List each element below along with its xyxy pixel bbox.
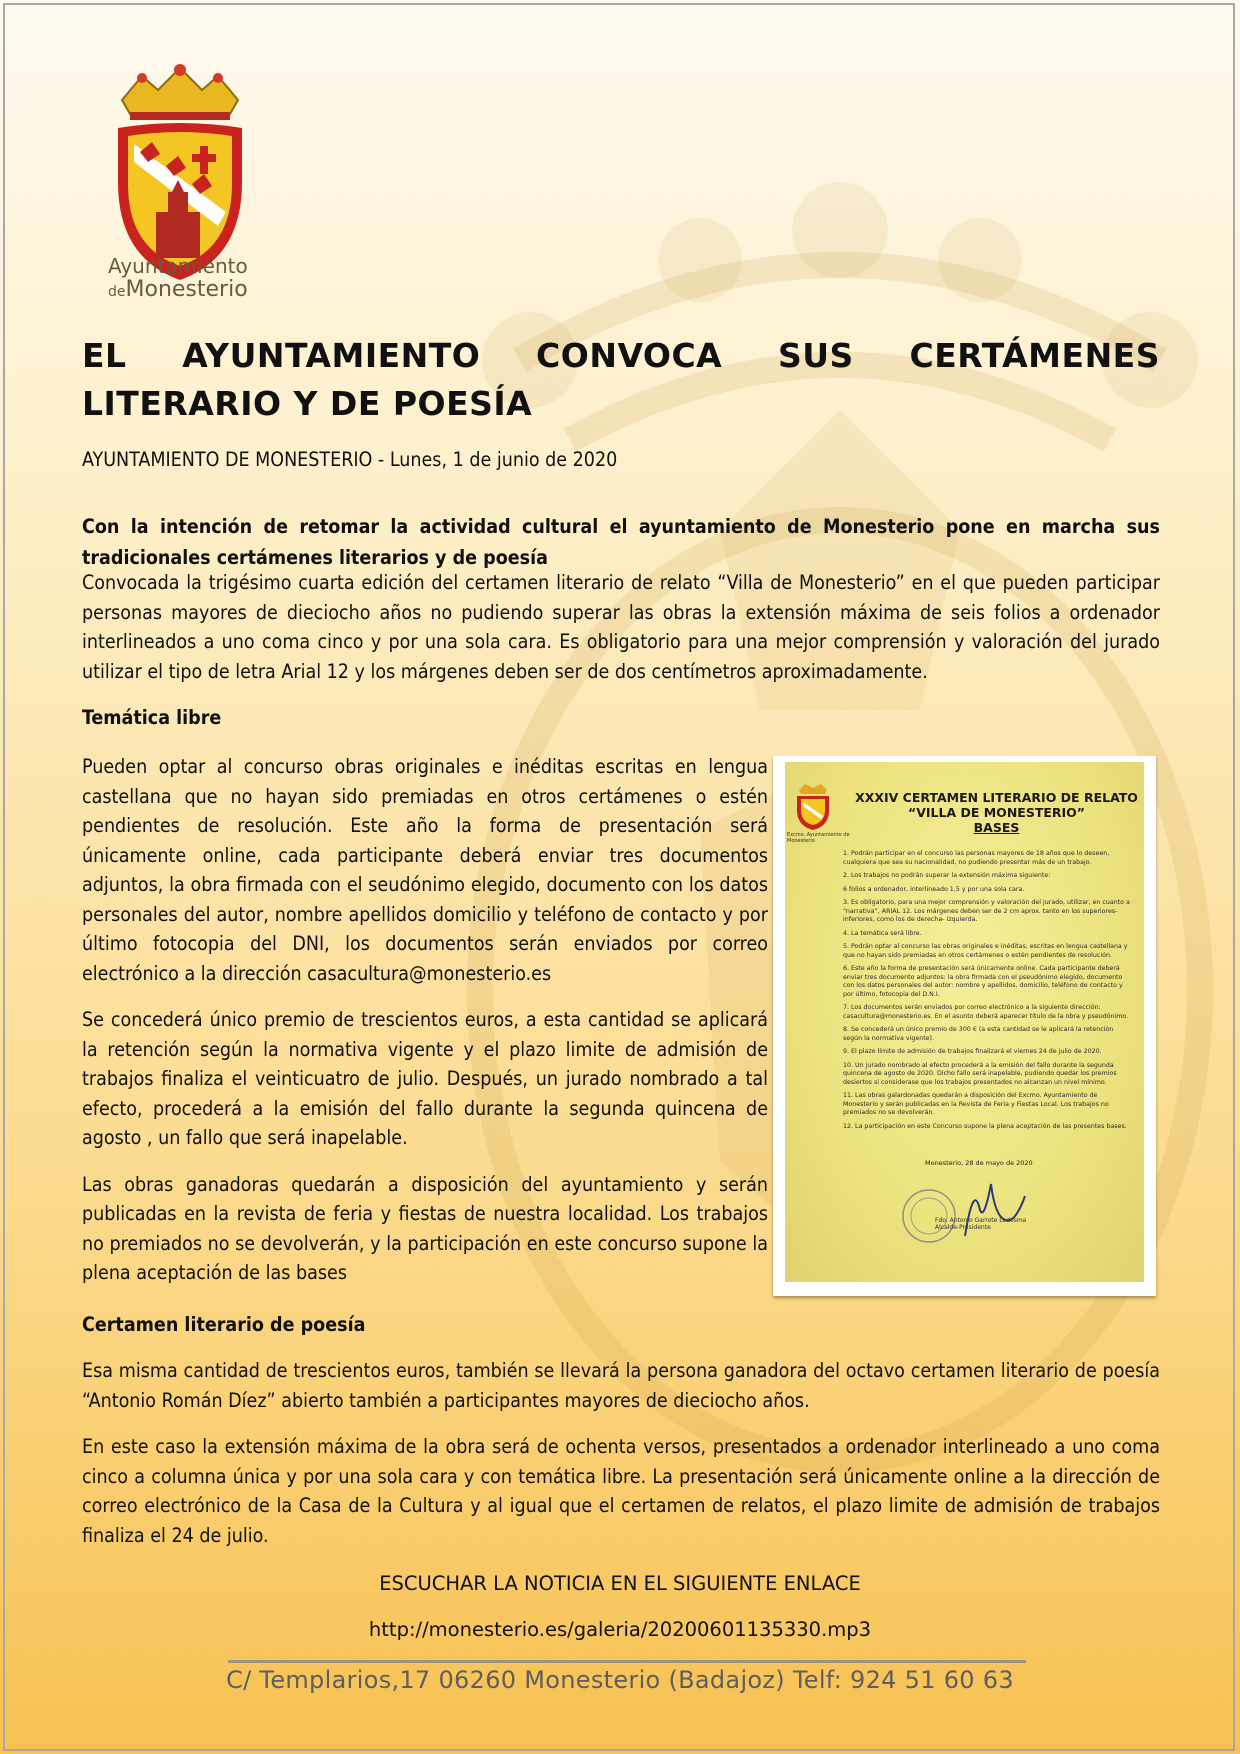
footer-address: C/ Templarios,17 06260 Monesterio (Badajoz) Telf: 924 51 60 63 — [226, 1666, 1014, 1694]
paragraph-poesia-premio: Esa misma cantidad de trescientos euros, también se llevará la persona ganadora del octavo certamen literario de poesía “Antonio Román Díez” abierto también a participantes mayores de dieciocho años. — [82, 1359, 1160, 1412]
bases-rule: 4. La temática será libre. — [843, 929, 922, 937]
bases-rules-list — [843, 850, 1134, 1136]
bases-signature-line2: Alcalde-Presidente — [935, 1224, 991, 1231]
bases-rule: 10. Un jurado nombrado al efecto procederá a la emisión del fallo durante la segunda quincena de agosto de 2020. Dicho fallo será inapelable, pudiendo quedar los premios desiertos si considerase que los trabajos presentados no alcanzan un nivel mínimo. — [843, 1061, 1117, 1086]
bases-rule: 9. El plazo límite de admisión de trabajos finalizará el viernes 24 de julio de 2020. — [843, 1048, 1102, 1055]
bases-rule: 11. Las obras galardonadas quedarán a disposición del Excmo. Ayuntamiento de Monesterio y serán publicadas en la Revista de Feria y Fiestas Local. Los trabajos no premiados no se devolverán. — [843, 1092, 1109, 1116]
logo-wordmark — [108, 256, 248, 301]
bases-caption: Excmo. Ayuntamiento de Monesterio — [787, 832, 850, 844]
bases-paper — [785, 762, 1144, 1282]
bases-date: Monesterio, 28 de mayo de 2020 — [925, 1159, 1033, 1167]
bases-rule: 1. Podrán participar en el concurso las personas mayores de 18 años que lo deseen, cualquiera que sea su nacionalidad, no pudiendo presentar más de un trabajo. — [843, 850, 1110, 866]
bases-signature-line1: Fdo. Antonio Garrote Ledesma — [935, 1217, 1027, 1224]
paragraph-premio: Se concederá único premio de trescientos euros, a esta cantidad se aplicará la retención según la normativa vigente y el plazo limite de admisión de trabajos finaliza el veinticuatro de julio. Después, un jurado nombrado a tal efecto, procederá a la emisión del fallo durante la segunda quincena de agosto , un fallo que será inapelable. — [82, 1008, 768, 1149]
bases-rule: 7. Los documentos serán enviados por correo electrónico a la siguiente dirección: casacultura@monesterio.es. En el asunto deberá aparecer título de la obra y pseudónimo. — [843, 1004, 1129, 1020]
logo-name-line1: Ayuntamiento — [108, 254, 248, 278]
audio-link[interactable]: http://monesterio.es/galeria/20200601135330.mp3 — [368, 1618, 872, 1641]
paragraph-obras: Las obras ganadoras quedarán a disposición del ayuntamiento y serán publicadas en la revista de feria y fiestas de nuestra localidad. Los trabajos no premiados no se devolverán, y la participación en este concurso supone la plena aceptación de las bases — [82, 1172, 768, 1284]
bases-title — [853, 790, 1140, 835]
bases-title-line1: XXXIV CERTAMEN LITERARIO DE RELATO — [855, 790, 1138, 805]
bases-rule: 12. La participación en este Concurso supone la plena aceptación de las presentes bases. — [843, 1122, 1127, 1130]
article-title: EL AYUNTAMIENTO CONVOCA SUS CERTÁMENES LITERARIO Y DE POESÍA — [82, 336, 1160, 423]
bases-title-line2: “VILLA DE MONESTERIO” — [907, 805, 1085, 820]
stamp-and-signature-icon — [895, 1176, 1045, 1256]
bases-rule: 8. Se concederá un único premio de 300 € (a esta cantidad se le aplicará la retención según la normativa vigente). — [843, 1026, 1114, 1042]
bases-document-image — [773, 756, 1156, 1296]
logo-name-line2 — [108, 279, 248, 301]
paragraph-optar: Pueden optar al concurso obras originales e inéditas escritas en lengua castellana que no hayan sido premiadas en otros certámenes o estén pendientes de resolución. Este año la forma de presentación será únicamente online, cada participante deberá enviar tres documentos adjuntos, la obra firmada con el seudónimo elegido, documento con los datos personales del autor, nombre apellidos domicilio y teléfono de contacto y por último fotocopia del DNI, los documentos serán enviados por correo electrónico a la dirección casacultura@monesterio.es — [82, 755, 768, 985]
footer-divider — [228, 1660, 1026, 1663]
logo-name-prefix: de — [108, 284, 126, 300]
paragraph-poesia-extension: En este caso la extensión máxima de la obra será de ochenta versos, presentados a ordenador interlineado a uno coma cinco a columna única y por una sola cara y con temática libre. La presentación será únicamente online a la dirección de correo electrónico de la Casa de la Cultura y al igual que el certamen de relatos, el plazo limite de admisión de trabajos finaliza el 24 de julio. — [82, 1435, 1160, 1547]
bases-rule: 6 folios a ordenador, interlineado 1,5 y por una sola cara. — [843, 885, 1025, 893]
main-column — [82, 752, 768, 1288]
bases-rule: 2. Los trabajos no podrán superar la extensión máxima siguiente: — [843, 872, 1051, 879]
bases-signature — [935, 1217, 1026, 1231]
listen-label: ESCUCHAR LA NOTICIA EN EL SIGUIENTE ENLACE — [379, 1572, 861, 1595]
intro-paragraph: Convocada la trigésimo cuarta edición del certamen literario de relato “Villa de Monesterio” en el que pueden participar personas mayores de dieciocho años no pudiendo superar las obras la extensión máxima de seis folios a ordenador interlineados a uno coma cinco y por una sola cara. Es obligatorio para una mejor comprensión y valoración del jurado utilizar el tipo de letra Arial 12 y los márgenes deben ser de dos centímetros aproximadamente. — [82, 571, 1160, 683]
heading-certamen-poesia: Certamen literario de poesía — [82, 1313, 366, 1336]
heading-tematica-libre: Temática libre — [82, 706, 222, 729]
logo-name-town: Monesterio — [125, 277, 248, 302]
article-lead: Con la intención de retomar la actividad cultural el ayuntamiento de Monesterio pone en marcha sus tradicionales certámenes literarios y de poesía — [82, 514, 1160, 569]
bases-rule: 5. Podrán optar al concurso las obras originales e inéditas, escritas en lengua castellana y que no hayan sido premiadas en otros certámenes o estén pendientes de resolución. — [843, 943, 1128, 959]
bases-rule: 6. Este año la forma de presentación será únicamente online. Cada participante deberá enviar tres documento adjuntos: la obra firmada con el pseudónimo elegido, documento con los datos personales del autor: nombre y apellidos, domicilio, teléfono de contacto y por último, fotocopia del D.N.I. — [843, 965, 1123, 998]
article-meta: AYUNTAMIENTO DE MONESTERIO - Lunes, 1 de junio de 2020 — [82, 448, 618, 471]
bases-title-line3: BASES — [973, 820, 1020, 835]
bases-coat-of-arms-icon — [791, 782, 835, 832]
bases-rule: 3. Es obligatorio, para una mejor comprensión y valoración del jurado, utilizar, en cuanto a “narrativa”, ARIAL 12. Los márgenes deben ser de 2 cm aprox. tanto en los superiores-inferiores, como los de derecha- izquierda. — [843, 899, 1130, 923]
